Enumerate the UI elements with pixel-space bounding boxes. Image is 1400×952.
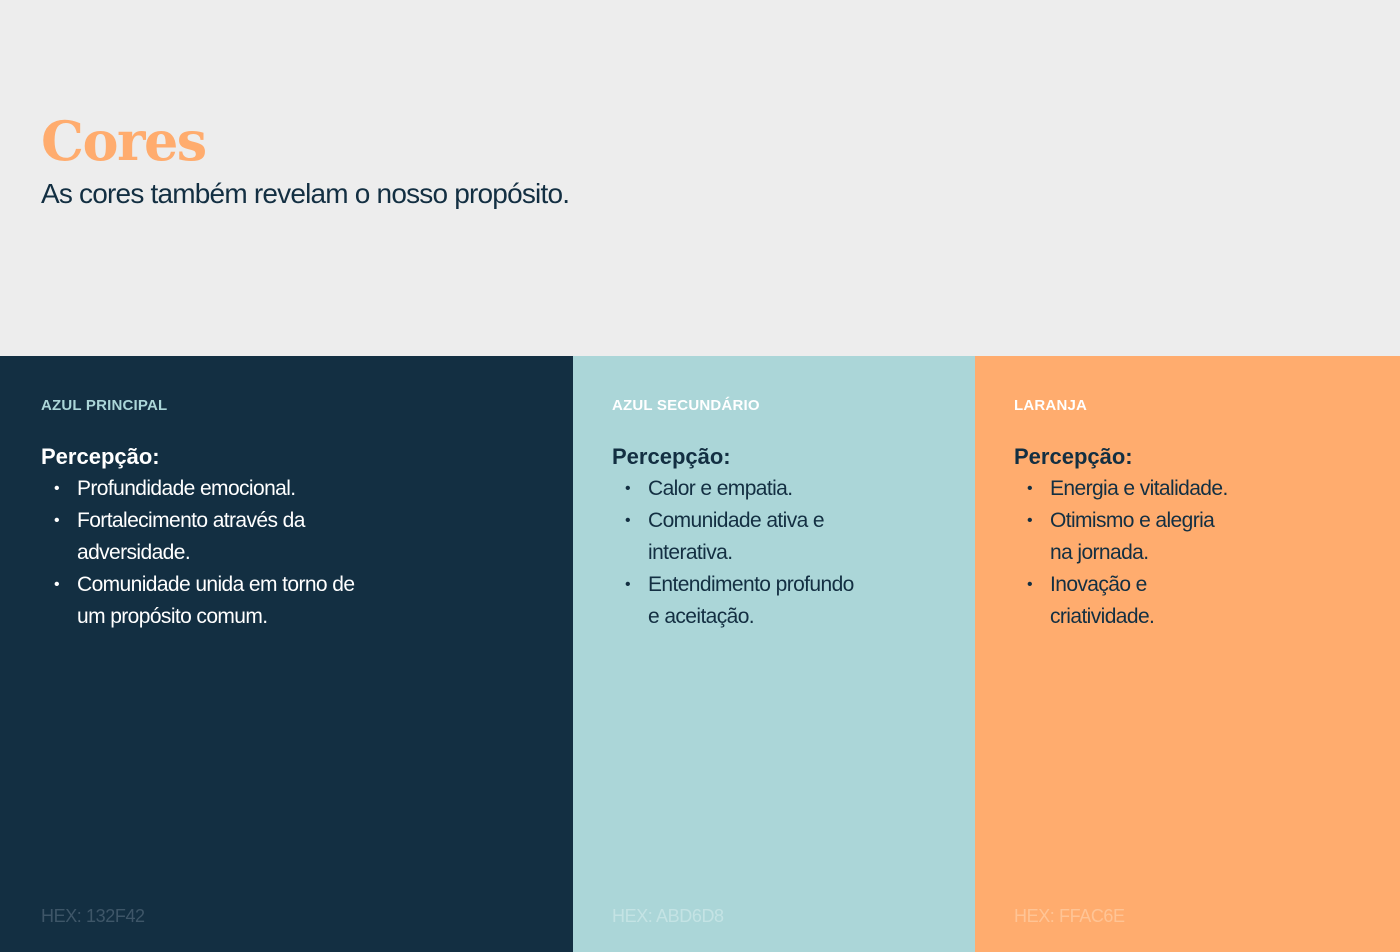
- perception-list: [612, 473, 854, 633]
- list-item-line: • Entendimento profundo: [648, 573, 854, 596]
- panel-heading: Percepção:: [41, 444, 160, 469]
- list-item-line: • Profundidade emocional.: [77, 477, 296, 500]
- list-item-line: • Inovação e: [1050, 573, 1147, 596]
- list-item-line: interativa.: [648, 541, 733, 564]
- list-item: [1014, 473, 1228, 505]
- panel-label: AZUL PRINCIPAL: [41, 397, 168, 414]
- panel-label: AZUL SECUNDÁRIO: [612, 397, 760, 414]
- page-title: Cores: [41, 109, 206, 173]
- perception-list: [1014, 473, 1228, 633]
- list-item: [41, 505, 354, 569]
- list-item-line: criatividade.: [1050, 605, 1155, 628]
- page-header: [0, 0, 1400, 356]
- list-item: [1014, 569, 1228, 633]
- list-item-line: • Fortalecimento através da: [77, 509, 305, 532]
- list-item: [612, 569, 854, 633]
- list-item: [612, 505, 854, 569]
- list-item-line: • Otimismo e alegria: [1050, 509, 1215, 532]
- panel-heading: Percepção:: [1014, 444, 1133, 469]
- color-panels: [0, 356, 1400, 952]
- color-panel-azul-secundario: [573, 356, 975, 952]
- list-item-line: • Comunidade unida em torno de: [77, 573, 355, 596]
- hex-code: HEX: ABD6D8: [612, 906, 724, 926]
- list-item-line: adversidade.: [77, 541, 191, 564]
- list-item: [41, 473, 354, 505]
- list-item-line: • Comunidade ativa e: [648, 509, 824, 532]
- list-item-line: • Calor e empatia.: [648, 477, 793, 500]
- panel-label: LARANJA: [1014, 397, 1088, 414]
- hex-code: HEX: FFAC6E: [1014, 906, 1125, 926]
- list-item: [1014, 505, 1228, 569]
- list-item: [41, 569, 354, 633]
- list-item: [612, 473, 854, 505]
- list-item-line: um propósito comum.: [77, 605, 268, 628]
- hex-code: HEX: 132F42: [41, 906, 145, 926]
- perception-list: [41, 473, 354, 633]
- color-panel-azul-principal: [0, 356, 573, 952]
- panel-heading: Percepção:: [612, 444, 731, 469]
- color-panel-laranja: [975, 356, 1400, 952]
- page-subtitle: As cores também revelam o nosso propósito.: [41, 178, 570, 209]
- list-item-line: • Energia e vitalidade.: [1050, 477, 1228, 500]
- list-item-line: na jornada.: [1050, 541, 1149, 564]
- list-item-line: e aceitação.: [648, 605, 755, 628]
